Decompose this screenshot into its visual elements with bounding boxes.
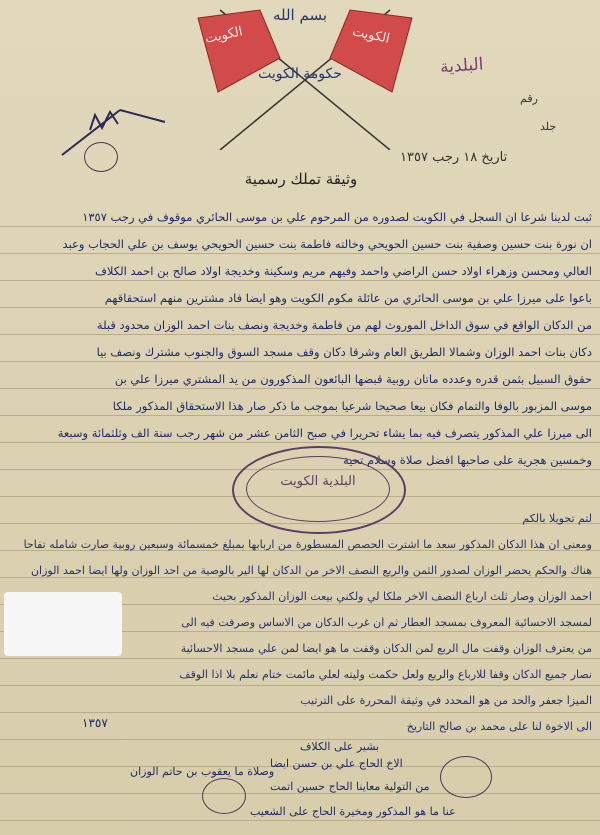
date-value: ١٨ رجب ١٣٥٧ bbox=[400, 150, 478, 165]
basmala-heading: بسم الله bbox=[272, 6, 328, 24]
document-line: ان نورة بنت حسين وصفية بنت حسين الحويحي وخالته فاطمة بنت حسين الحويحي يوسف بن علي الحجاب وعبد bbox=[62, 237, 592, 251]
rule-line bbox=[0, 280, 600, 281]
date-label: تاريخ bbox=[481, 150, 508, 165]
signature-line: من التولية معاينا الحاج حسين اتمت bbox=[270, 780, 430, 793]
small-seal-right bbox=[440, 756, 492, 798]
document-line: دكان بنات احمد الوزان وشمالا الطريق العام وشرقا دكان وقف مسجد السوق والجنوب مشترك ونصف بيا bbox=[96, 345, 592, 359]
document-line: باعوا على ميرزا علي بن موسى الحائري من عائلة مكوم الكويت وهو ايضا فاد مشترين منهم استحقاقهم bbox=[104, 291, 592, 305]
endorsement-line: من يعترف الوزان وقفت مال الربع لمن الدكان وقفت ما هو ايضا لمن علي مسجد الاحسائية bbox=[180, 642, 592, 655]
endorsement-line: لمسجد الاحسائية المعروف بمسجد العطار ثم ان غرب الدكان من الاساس وصرفت فيه الى bbox=[181, 616, 592, 629]
government-heading: حكومة الكويت bbox=[258, 66, 342, 82]
endorsement-line: نصار جميع الدكان وقفا للارباع والربع ولعل حكمت وليته لعلي مائمت ختام نعلم بلا اذا الوقف bbox=[179, 668, 592, 681]
left-flag-text: الكويت bbox=[203, 24, 245, 47]
signature-line: عنا ما هو المذكور ومخيرة الحاج على الشعيب bbox=[250, 805, 456, 818]
rule-line bbox=[0, 820, 600, 821]
endorsement-line: ومعنى ان هذا الدكان المذكور سعد ما اشترت الحصص المسطورة من اربابها بمبلغ خمسمائة وسبعين روبية صارت شامله تفاحا bbox=[23, 538, 592, 551]
municipality-stamp-text: البلدية bbox=[439, 54, 485, 78]
endorsement-line: لتم تحويلا بالكم bbox=[522, 512, 592, 525]
rule-line bbox=[0, 361, 600, 362]
date-line bbox=[400, 150, 507, 165]
endorsement-line: الى الاخوة لنا على محمد بن صالح التاريخ bbox=[406, 720, 592, 733]
volume-label: جلد bbox=[540, 120, 557, 133]
signature-line: الاخ الحاج علي بن حسن ايضا bbox=[270, 757, 403, 770]
rule-line bbox=[0, 415, 600, 416]
endorsement-line: الميزا جعفر والحد من هو المحدد في وثيقة المحررة على الترتيب bbox=[300, 694, 592, 707]
rule-line bbox=[0, 253, 600, 254]
rule-line bbox=[0, 388, 600, 389]
number-label: رقم bbox=[520, 92, 538, 105]
official-seal-inner bbox=[246, 456, 390, 522]
official-seal-label: البلدية الكويت bbox=[280, 474, 356, 489]
document-line: وخمسين هجرية على صاحبها افضل صلاة وسلام تحية bbox=[343, 453, 592, 467]
document-line: العالي ومحسن وزهراء اولاد حسن الراضي واحمد وفيهم مريم وسكينة وخديجة اولاد صالح بن احمد الكلاف bbox=[95, 264, 592, 278]
document-line: ثبت لدينا شرعا ان السجل في الكويت لصدوره من المرحوم علي بن موسى الحائري موقوف في رجب ١٣٥٧ bbox=[82, 210, 592, 224]
small-seal-left bbox=[202, 778, 246, 814]
document-line: موسى المزبور بالوفا والتمام فكان بيعا صحيحا شرعيا بموجب ما ذكر صار هذا الاستحقاق المذكور ملكا bbox=[112, 399, 592, 413]
document-line: من الدكان الواقع في سوق الداخل الموروث لهم من فاطمة وخديجة ونصف بنات احمد الوزان محدود قبلة bbox=[96, 318, 592, 332]
rule-line bbox=[0, 685, 600, 686]
rule-line bbox=[0, 712, 600, 713]
rule-line bbox=[0, 307, 600, 308]
endorsement-line: احمد الوزان وصار ثلث ارباع النصف الاخر ملكا لي ولكني بيعت الوزان المذكور بحيث bbox=[212, 590, 592, 603]
signature-line: وصلاة ما يعقوب بن حاتم الوزان bbox=[130, 765, 275, 778]
rule-line bbox=[0, 226, 600, 227]
rule-line bbox=[0, 334, 600, 335]
endorsement-year: ١٣٥٧ bbox=[82, 716, 108, 730]
rule-line bbox=[0, 442, 600, 443]
rule-line bbox=[0, 577, 600, 578]
document-line: الى ميرزا علي المذكور يتصرف فيه بما يشاء تحريرا في صبح الثامن عشر من شهر رجب سنة الف وثلثمائة وسبعة bbox=[57, 426, 592, 440]
signature-line: بشير على الكلاف bbox=[300, 740, 380, 753]
right-flag-text: الكويت bbox=[350, 24, 392, 47]
rule-line bbox=[0, 658, 600, 659]
rule-line bbox=[0, 793, 600, 794]
document-line: حقوق السبيل بثمن قدره وعدده ماتان روبية قبضها البائعون المذكورون من يد المشتري ميرزا علي بن bbox=[114, 372, 592, 386]
redacted-area bbox=[4, 592, 122, 656]
endorsement-line: هناك والحكم يحضر الوزان لصدور الثمن والربع النصف الاخر من الدكان لها الير بالوصية من احد الوزان ولها ايضا احمد الوزان bbox=[30, 564, 592, 577]
small-seal-top bbox=[84, 142, 118, 172]
document-title: وثيقة تملك رسمية bbox=[244, 170, 358, 188]
